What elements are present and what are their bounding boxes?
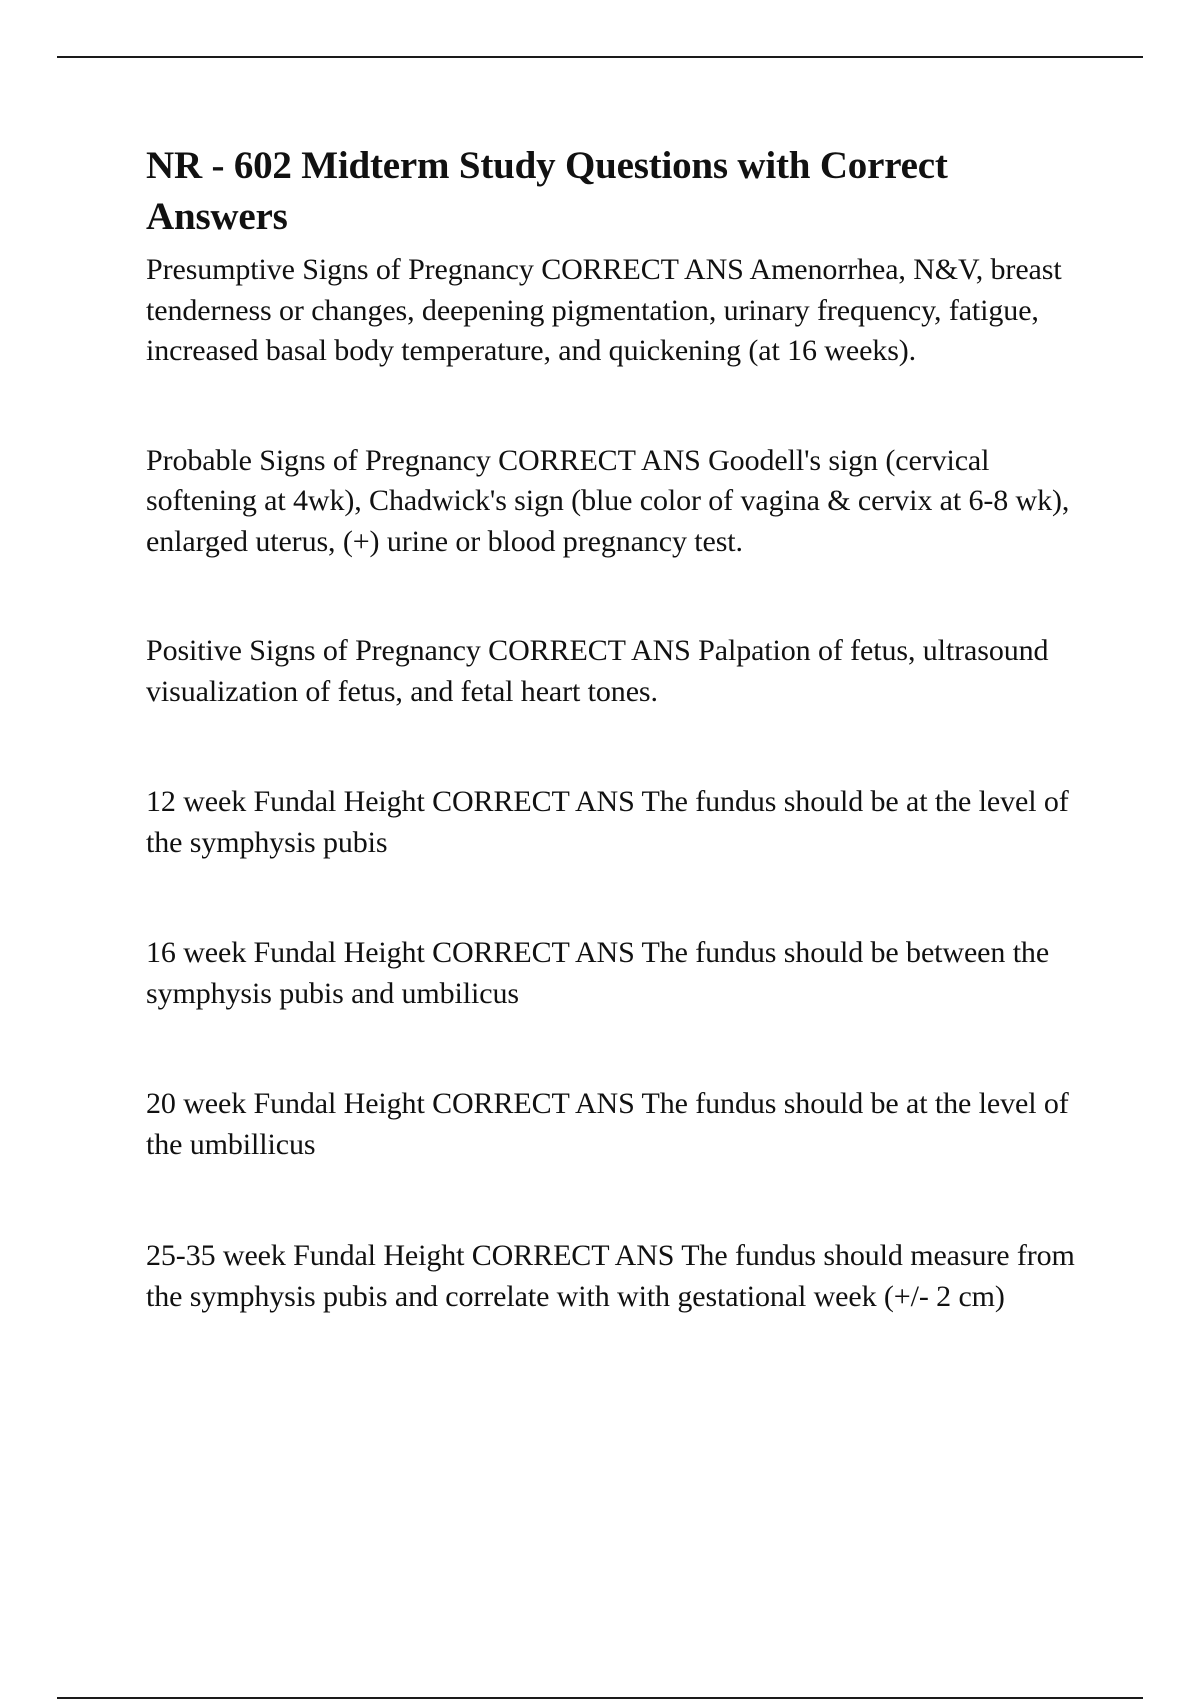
qa-entry-16-week-fundal-height: 16 week Fundal Height CORRECT ANS The fundus should be between the symphysis pubis and umbilicus [146,936,1050,1010]
qa-entry-probable-signs: Probable Signs of Pregnancy CORRECT ANS Goodell's sign (cervical softening at 4wk), Chadwick's sign (blue color of vagina & cervix at 6-8 wk), enlarged uterus, (+) urine or blood pregnancy test. [146,443,1070,558]
qa-entry-positive-signs: Positive Signs of Pregnancy CORRECT ANS Palpation of fetus, ultrasound visualization of fetus, and fetal heart tones. [146,634,1049,708]
document-title: NR - 602 Midterm Study Questions with Correct Answers [146,144,948,238]
document-body [146,140,1096,1317]
footer-divider [57,1697,1143,1699]
qa-entry-25-35-week-fundal-height: 25-35 week Fundal Height CORRECT ANS The fundus should measure from the symphysis pubis and correlate with with gestational week (+/- 2 cm) [146,1239,1075,1313]
qa-entry-presumptive-signs: Presumptive Signs of Pregnancy CORRECT ANS Amenorrhea, N&V, breast tenderness or changes, deepening pigmentation, urinary frequency, fatigue, increased basal body temperature, and quickening (at 16 weeks). [146,253,1062,367]
qa-entry-12-week-fundal-height: 12 week Fundal Height CORRECT ANS The fundus should be at the level of the symphysis pubis [146,785,1069,859]
header-divider [57,56,1143,58]
qa-entry-20-week-fundal-height: 20 week Fundal Height CORRECT ANS The fundus should be at the level of the umbillicus [146,1087,1069,1161]
